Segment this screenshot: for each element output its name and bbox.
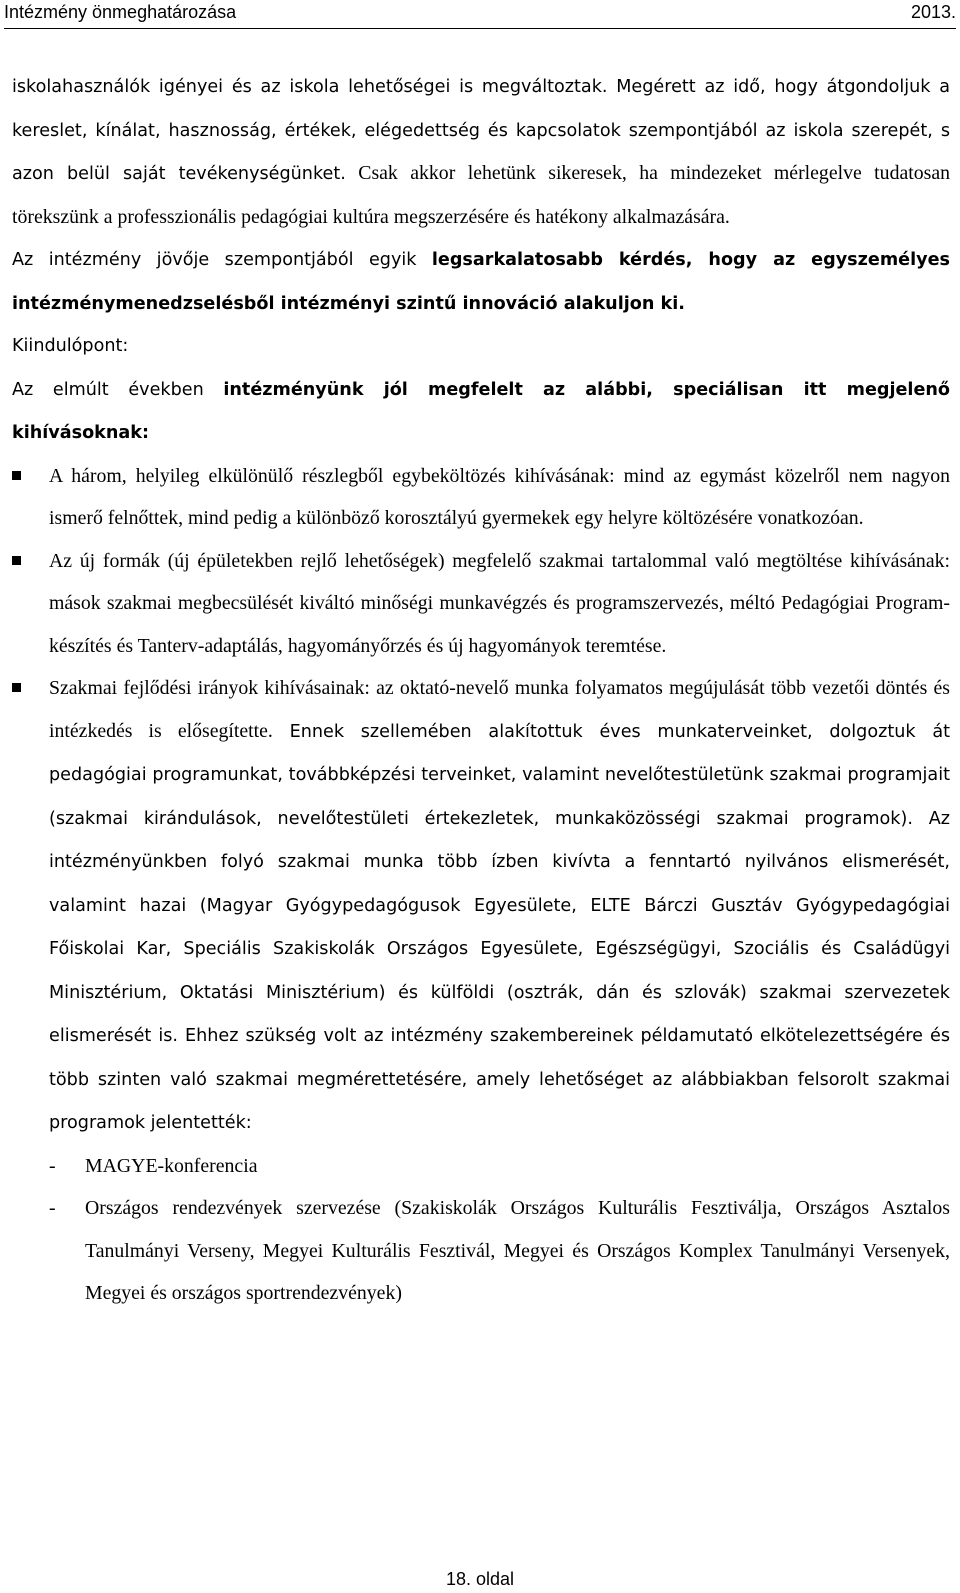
kiindulopont-paragraph — [12, 368, 950, 455]
program-text: MAGYE-konferencia — [85, 1154, 258, 1177]
challenge-list — [12, 455, 950, 1145]
program-text: Országos rendezvények szervezése (Szakiskolák Országos Kulturális Fesztiválja, Országos Asztalos Tanulmányi Verseny, Megyei Kulturális Fesztivál, Megyei és Országos Komplex Tanulmányi Versenyek, Megyei és országos sportrendezvények) — [85, 1197, 950, 1304]
challenge-text-continued: Ennek szellemében alakítottuk éves munkaterveinket, dolgoztuk át pedagógiai programunkat, továbbképzési terveinket, valamint nevelőtestületünk szakmai programjait (szakmai kirándulások, nevelőtestületi értekezletek, munkaközösségi szakmai programok). Az intézményünkben folyó szakmai munka több ízben kivívta a fenntartó nyilvános elismerését, valamint hazai (Magyar Gyógypedagógusok Egyesülete, ELTE Bárczi Gusztáv Gyógypedagógiai Főiskolai Kar, Speciális Szakiskolák Országos Egyesülete, Egészségügyi, Szociális és Családügyi Minisztérium, Oktatási Minisztérium) és külföldi (osztrák, dán és szlovák) szakmai szervezetek elismerését is. Ehhez szükség volt az intézmény szakembereinek példamutató elkötelezettségére és több szinten való szakmai megmérettetésére, amely lehetőséget az alábbiakban felsorolt szakmai programok jelentették: — [49, 721, 950, 1133]
program-item — [49, 1187, 950, 1315]
program-item — [49, 1145, 950, 1188]
square-bullet-icon — [12, 556, 21, 565]
intro-text-sans: iskolahasználók igényei és az iskola lehetőségei is megváltoztak. Megérett az idő, hogy átgondoljuk a kereslet, kínálat, hasznosság, értékek, elégedettség és kapcsolatok szempontjából az iskola szerepét, s azon belül saját tevékenységünket. — [12, 77, 950, 184]
program-list — [12, 1145, 950, 1315]
future-paragraph — [12, 238, 950, 325]
page-number: 18. oldal — [445, 1569, 515, 1589]
kiindulopont-label: Kiindulópont: — [12, 336, 129, 356]
page-header — [4, 0, 956, 29]
kiindulopont-text-bold: intézményünk jól megfelelt az alábbi, speciálisan itt megjelenő kihívásoknak: — [12, 379, 951, 443]
dash-marker: - — [49, 1197, 56, 1219]
intro-paragraph — [12, 65, 950, 238]
challenge-text: A három, helyileg elkülönülő részlegből egybeköltözés kihívásának: mind az egymást közelről nem nagyon ismerő felnőttek, mind pedig a különböző korosztályú gyermekek egy helyre költözésére vonatkozóan. — [49, 464, 950, 529]
challenge-text: Szakmai fejlődési irányok kihívásainak: az oktató-nevelő munka folyamatos megújulását több vezetői döntés és intézkedés is elősegítette. — [49, 677, 950, 742]
header-year: 2013. — [910, 2, 956, 22]
challenge-item — [12, 455, 950, 540]
page-content — [12, 65, 950, 1315]
challenge-item — [12, 540, 950, 668]
kiindulopont-text: Az elmúlt években — [12, 379, 224, 400]
challenge-text: Az új formák (új épületekben rejlő lehetőségek) megfelelő szakmai tartalommal való megtöltése kihívásának: mások szakmai megbecsülését kiváltó minőségi munkavégzés és programszervezés, méltó Pedagógiai Program-készítés és Tanterv-adaptálás, hagyományőrzés és új hagyományok teremtése. — [49, 549, 950, 657]
challenge-item — [12, 667, 950, 1145]
dash-marker: - — [49, 1154, 56, 1177]
future-text-bold: legsarkalatosabb kérdés, hogy az egyszemélyes intézménymenedzselésből intézményi szintű innováció alakuljon ki. — [12, 250, 950, 314]
future-text: Az intézmény jövője szempontjából egyik — [12, 250, 432, 270]
intro-text-serif: Csak akkor lehetünk sikeresek, ha mindezeket mérlegelve tudatosan törekszünk a professzionális pedagógiai kultúra megszerzésére és hatékony alkalmazására. — [12, 162, 950, 228]
square-bullet-icon — [12, 683, 21, 692]
square-bullet-icon — [12, 471, 21, 480]
header-title: Intézmény önmeghatározása — [4, 2, 237, 22]
